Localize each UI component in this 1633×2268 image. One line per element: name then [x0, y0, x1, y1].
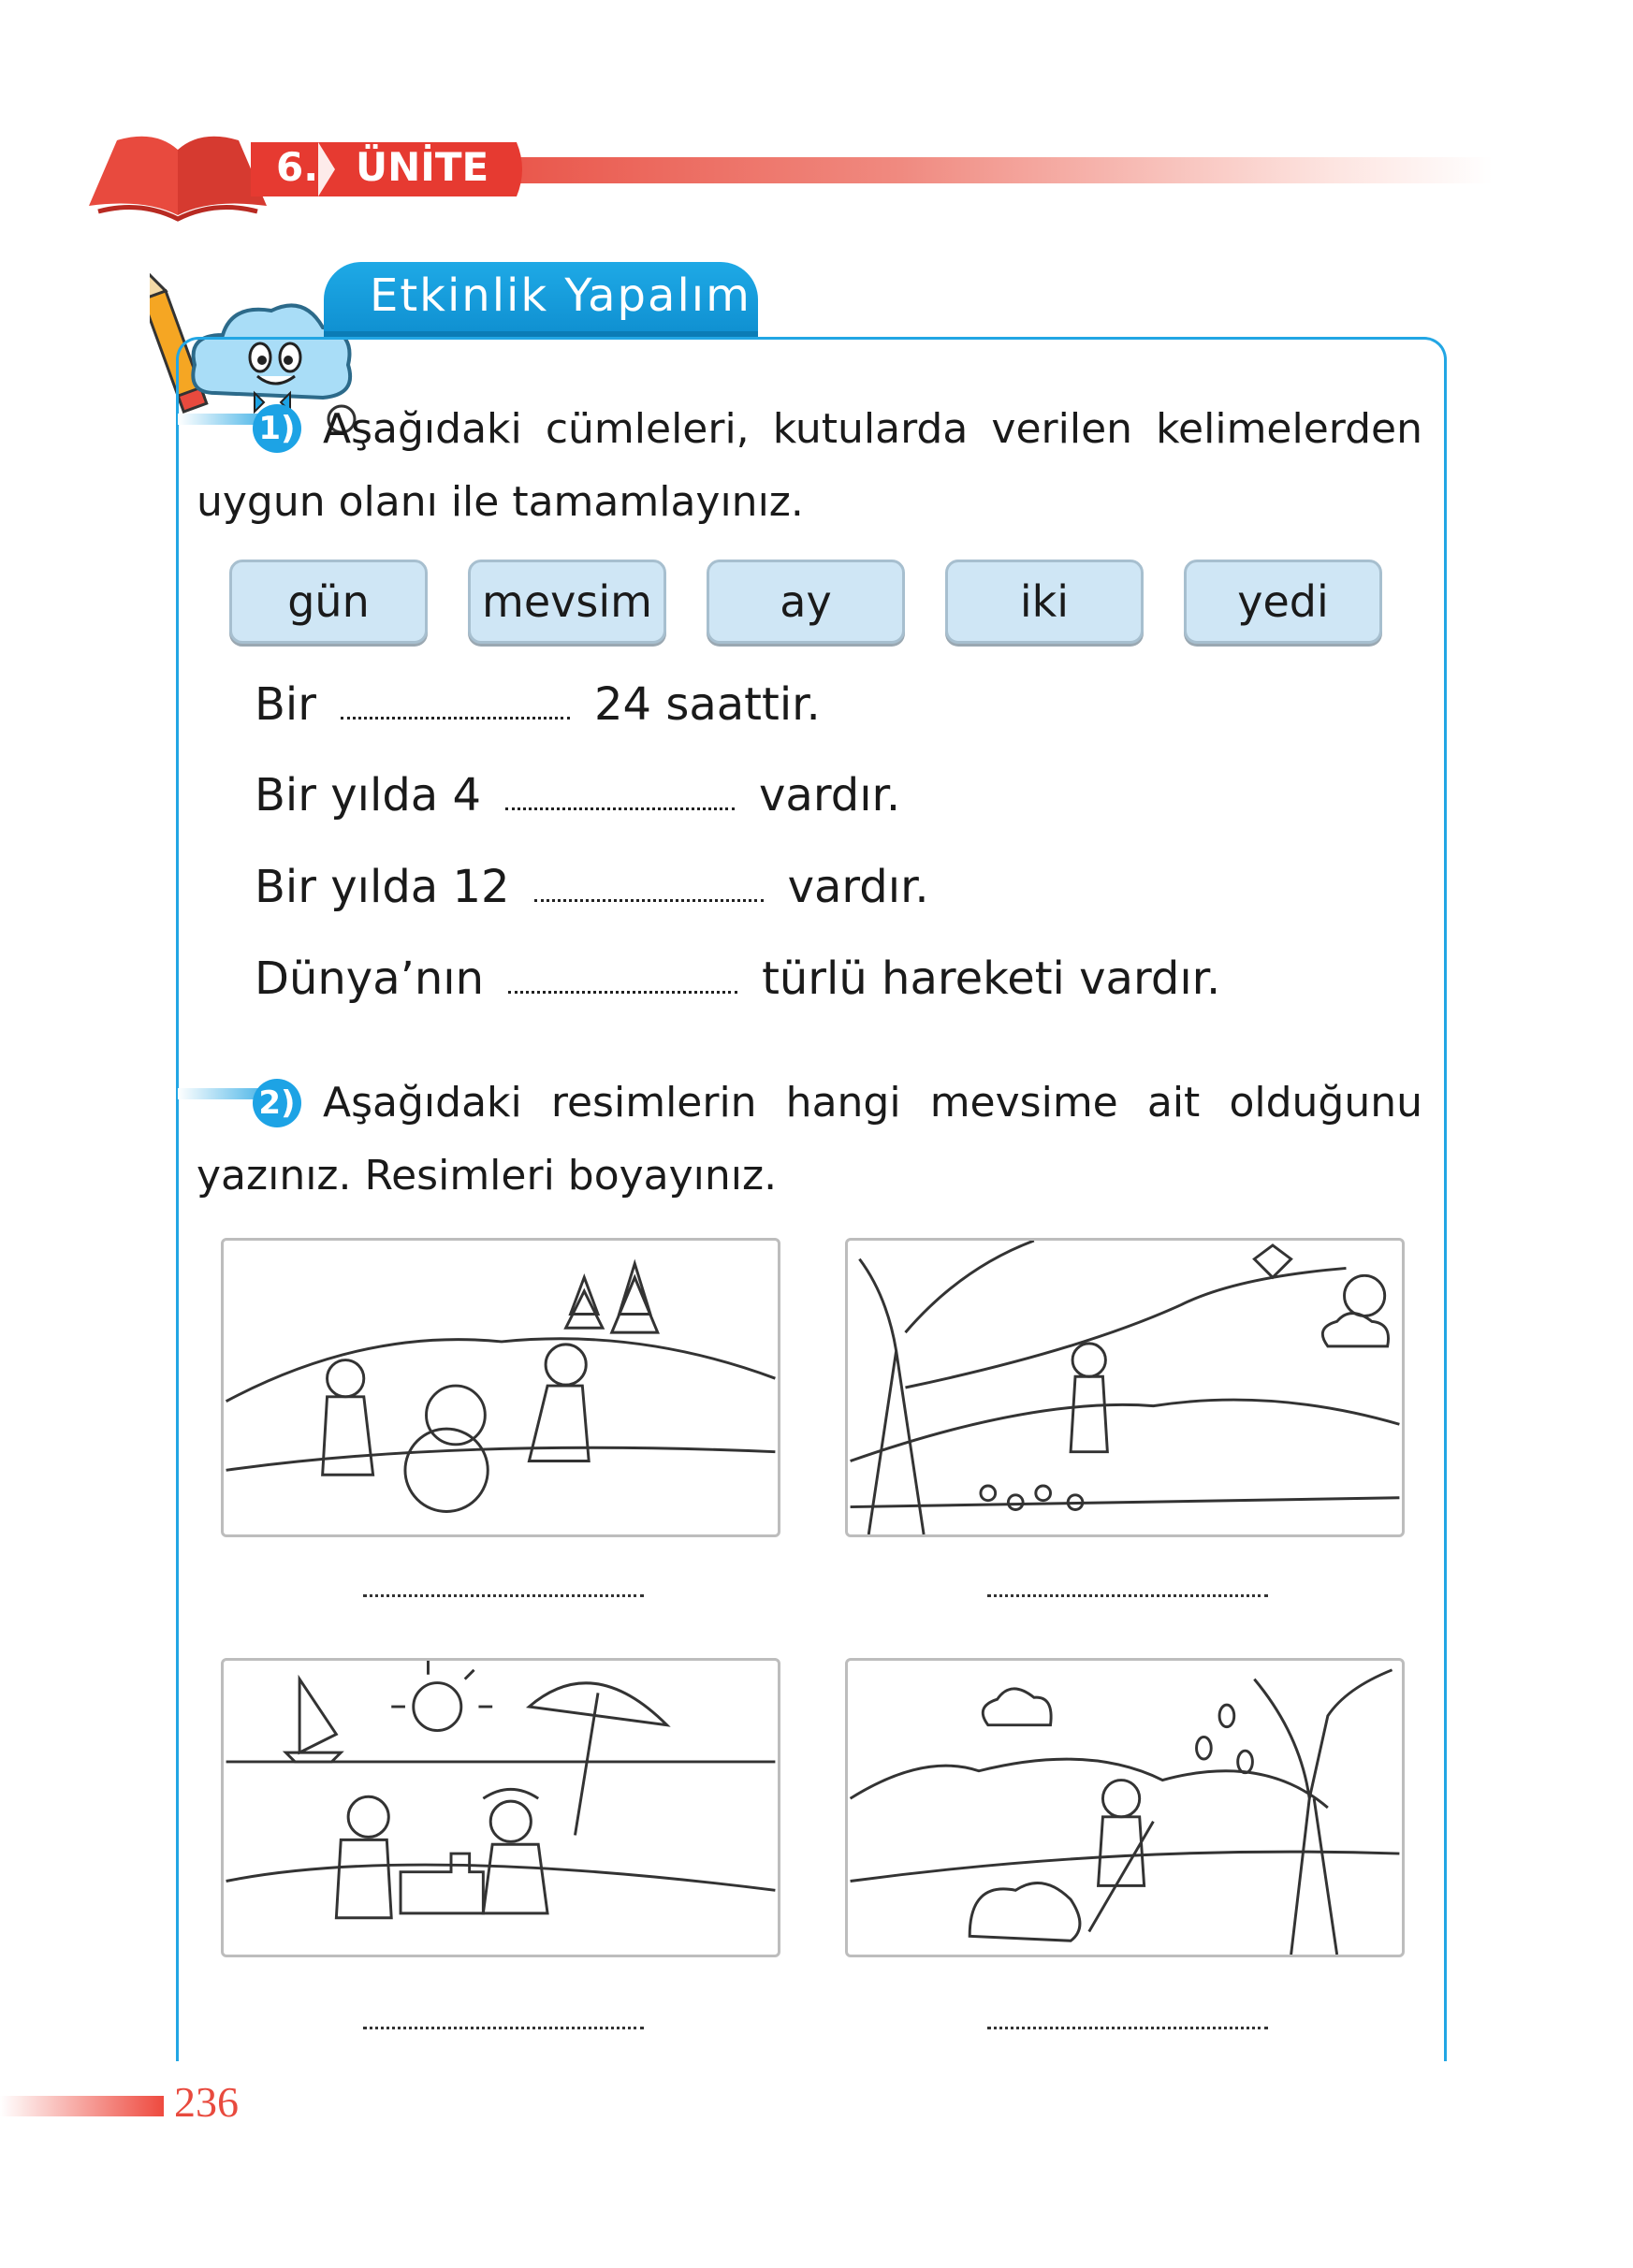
question-1-number: 1)	[253, 404, 301, 453]
answer-line-autumn[interactable]	[987, 2023, 1268, 2029]
sentence-4	[255, 952, 1220, 1005]
word-box-ay: ay	[707, 560, 905, 644]
answer-line-spring[interactable]	[987, 1591, 1268, 1597]
word-box-iki: iki	[945, 560, 1144, 644]
sentence-1-before: Bir	[255, 678, 316, 731]
summer-scene-icon	[224, 1661, 778, 1955]
sentence-3	[255, 861, 929, 913]
winter-scene-icon	[224, 1241, 778, 1534]
word-box-mevsim: mevsim	[468, 560, 666, 644]
question-2-number: 2)	[253, 1079, 301, 1127]
question-2-text: Aşağıdaki resimlerin hangi mevsime ait olduğunu yazınız. Resimleri boyayınız.	[197, 1079, 1422, 1199]
sentence-4-blank[interactable]	[508, 983, 737, 994]
question-1-text: Aşağıdaki cümleleri, kutularda verilen kelimelerden uygun olanı ile tamamlayınız.	[197, 405, 1422, 526]
unit-label: ÜNİTE	[356, 144, 489, 190]
word-box-gun: gün	[229, 560, 428, 644]
winter-picture	[221, 1238, 780, 1537]
activity-title: Etkinlik Yapalım	[370, 269, 751, 322]
summer-picture	[221, 1658, 780, 1957]
unit-header-bar	[416, 157, 1493, 183]
sentence-3-before: Bir yılda 12	[255, 861, 510, 913]
word-box-yedi: yedi	[1184, 560, 1382, 644]
sentence-2-blank[interactable]	[505, 800, 735, 810]
sentence-3-blank[interactable]	[534, 892, 764, 902]
spring-scene-icon	[848, 1241, 1402, 1534]
answer-line-winter[interactable]	[363, 1591, 644, 1597]
spring-picture	[845, 1238, 1405, 1537]
autumn-scene-icon	[848, 1661, 1402, 1955]
autumn-picture	[845, 1658, 1405, 1957]
page-number: 236	[174, 2078, 239, 2126]
sentence-4-after: türlü hareketi vardır.	[762, 952, 1221, 1005]
unit-number: 6.	[276, 144, 319, 190]
sentence-4-before: Dünya’nın	[255, 952, 485, 1005]
sentence-3-after: vardır.	[787, 861, 929, 913]
sentence-2-before: Bir yılda 4	[255, 769, 482, 821]
sentence-1	[255, 678, 821, 731]
sentence-1-blank[interactable]	[341, 709, 570, 720]
unit-header	[80, 122, 1493, 225]
answer-line-summer[interactable]	[363, 2023, 644, 2029]
sentence-2	[255, 769, 900, 821]
sentence-2-after: vardır.	[759, 769, 901, 821]
page-number-bar	[0, 2096, 164, 2116]
sentence-1-after: 24 saattir.	[594, 678, 821, 731]
